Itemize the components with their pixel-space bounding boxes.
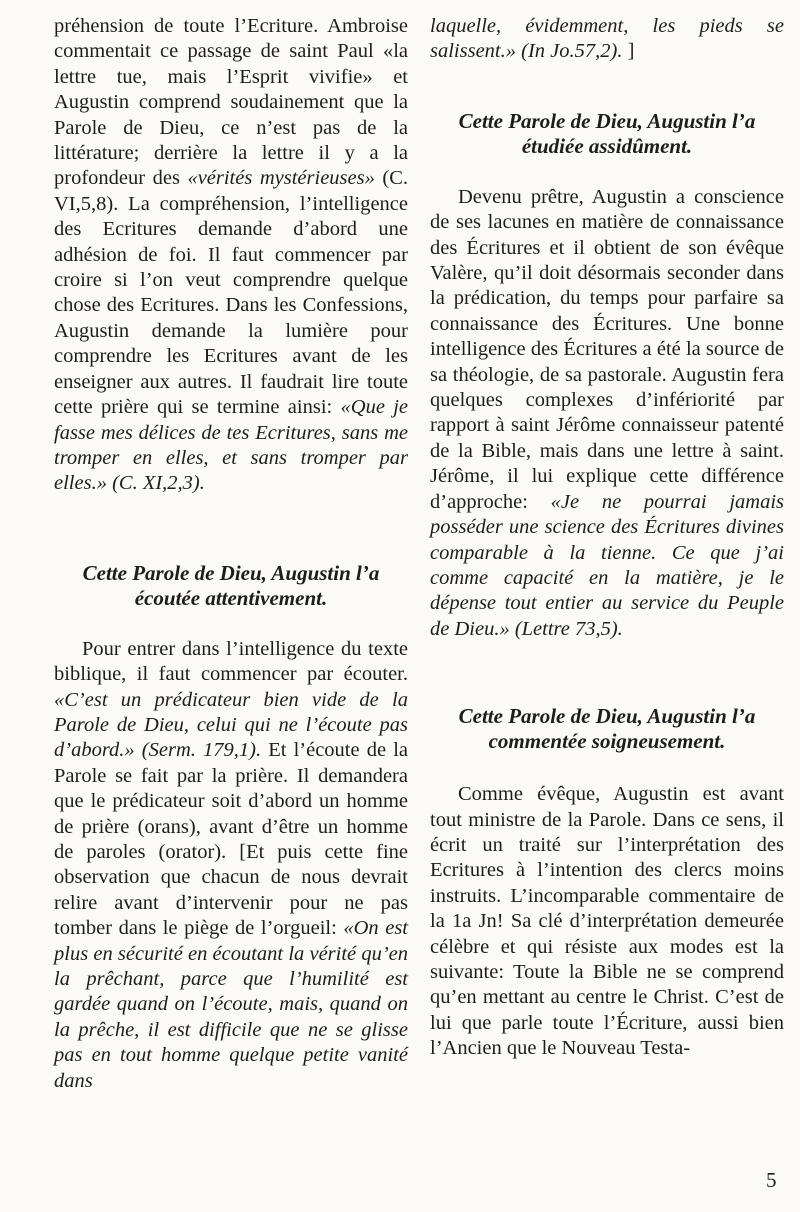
heading-commentee: Cette Parole de Dieu, Augustin l’a commentée soigneusement. [458, 704, 756, 754]
paragraph-commentaire: Comme évêque, Augustin est avant tout ministre de la Parole. Dans ce sens, il écrit un traité sur l’interprétation des Ecritures à l’intention des clercs moins instruits. L’incomparable commentaire de la 1a Jn! Sa clé d’interprétation demeurée célèbre et qui résiste aux modes est la suivante: Toute la Bible ne se comprend qu’en mettant au centre le Christ. C’est de lui que parle toute l’Écriture, aussi bien l’Ancien que le Nouveau Testa- [430, 783, 784, 1060]
quote-lettre: «Je ne pourrai jamais posséder une science des Écritures divines comparable à la tienne. Ce que j’ai comme capacité en la matière, je le dépense tout entier au service du Peuple de Dieu.» (Lettre 73,5). [430, 490, 784, 640]
left-column [54, 14, 408, 1094]
paragraph-continuation: laquelle, évidemment, les pieds se salissent.» (In Jo.57,2). ] [430, 15, 784, 63]
paragraph-comprehension: préhension de toute l’Ecriture. Ambroise commentait ce passage de saint Paul «la lettre tue, mais l’Esprit vivifie» et Augustin comprend soudainement que la Parole de Dieu, ce n’est pas de la littérature; derrière la lettre il y a la profondeur des «vérités mystérieuses» (C. VI,5,8). La compréhension, l’intelligence des Ecritures demande d’abord une adhésion de foi. Il faut commencer par croire si l’on veut comprendre quelque chose des Ecritures. Dans les Confessions, Augustin demande la lumière pour comprendre les Ecritures avant de les enseigner aux autres. Il faudrait lire toute cette prière qui se termine ainsi: «Que je fasse mes délices de tes Ecritures, sans me tromper en elles, et sans tromper par elles.» (C. XI,2,3). [54, 15, 409, 495]
heading-etudiee: Cette Parole de Dieu, Augustin l’a étudiée assidûment. [458, 108, 756, 158]
quote-sermon: «C’est un prédicateur bien vide de la Parole de Dieu, celui qui ne l’écoute pas d’abord.» (Serm. 179,1). [54, 688, 408, 762]
quote-securite: «On est plus en sécurité en écoutant la vérité qu’en la prêchant, parce que l’humilité est gardée quand on l’écoute, mais, quand on la prêche, il est difficile que ne se glisse pas en tout homme quelque petite vanité dans [54, 917, 408, 1092]
paragraph-etude: Devenu prêtre, Augustin a conscience de ses lacunes en matière de connaissance des Écritures et il obtient de son évêque Valère, qu’il doit désormais seconder dans la prédication, du temps pour parfaire sa connaissance des Écritures. Une bonne intelligence des Écritures a été la source de sa théologie, de sa pastorale. Augustin fera quelques complexes d’infériorité par rapport à saint Jérôme connaisseur patenté de la Bible, mais dans une lettre à saint. Jérôme, il lui explique cette différence d’approche: «Je ne pourrai jamais posséder une science des Écritures divines comparable à la tienne. Ce que j’ai comme capacité en la matière, je le dépense tout entier au service du Peuple de Dieu.» (Lettre 73,5). [430, 185, 784, 640]
heading-ecoutee: Cette Parole de Dieu, Augustin l’a écoutée attentivement. [82, 560, 380, 610]
quote-in-jo: laquelle, évidemment, les pieds se salissent.» (In Jo.57,2). [430, 15, 784, 63]
quote-confessions: «Que je fasse mes délices de tes Ecritures, sans me tromper en elles, et sans tromper par elles.» (C. XI,2,3). [54, 396, 409, 495]
quote-verites-mysterieuses: «vérités mystérieuses» [187, 167, 375, 190]
page-number: 5 [766, 1168, 777, 1192]
right-column [430, 14, 784, 1062]
paragraph-ecoute: Pour entrer dans l’intelligence du texte biblique, il faut commencer par écouter. «C’est un prédicateur bien vide de la Parole de Dieu, celui qui ne l’écoute pas d’abord.» (Serm. 179,1). Et l’écoute de la Parole se fait par la prière. Il demandera que le prédicateur soit d’abord un homme de prière (orans), avant d’être un homme de paroles (orator). [Et puis cette fine observation que chacun de nous devrait relire avant d’intervenir pour ne pas tomber dans le piège de l’orgueil: «On est plus en sécurité en écoutant la vérité qu’en la prêchant, parce que l’humilité est gardée quand on l’écoute, mais, quand on la prêche, il est difficile que ne se glisse pas en tout homme quelque petite vanité dans [54, 637, 408, 1092]
